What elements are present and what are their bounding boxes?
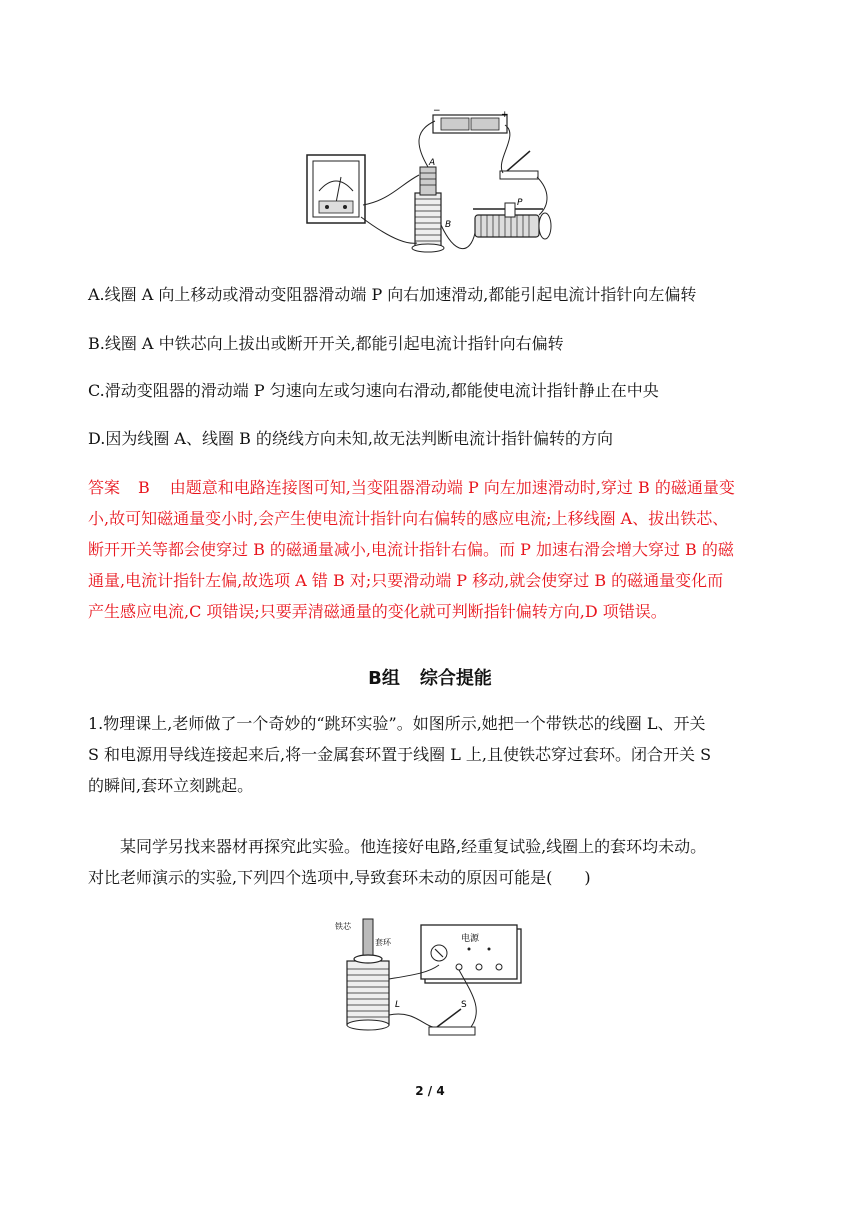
label-l: L: [395, 1000, 401, 1010]
label-ring: 套环: [375, 938, 391, 947]
circuit-figure-1: [305, 105, 555, 255]
question-1-paragraph-2: 某同学另找来器材再探究此实验。他连接好电路,经重复试验,线圈上的套环均未动。 对比老师演示的实验,下列四个选项中,导致套环未动的原因可能是( ): [88, 837, 707, 887]
page-number: 2 / 4: [415, 1084, 445, 1098]
switch-s: [429, 1009, 475, 1035]
label-core: 铁芯: [335, 922, 351, 931]
rheostat: [473, 203, 551, 239]
answer-label: 答案: [88, 478, 121, 497]
label-s: S: [461, 1000, 467, 1010]
label-b: B: [445, 220, 452, 230]
option-d: D.因为线圈 A、线圈 B 的绕线方向未知,故无法判断电流计指针偏转的方向: [88, 429, 614, 448]
label-plus: +: [501, 110, 509, 120]
galvanometer: [307, 155, 365, 223]
section-group: B组: [368, 668, 400, 689]
answer-line-5: 产生感应电流,C 项错误;只要弄清磁通量的变化就可判断指针偏转方向,D 项错误。: [88, 602, 667, 621]
section-title: 综合提能: [419, 668, 492, 689]
label-p: P: [517, 198, 523, 208]
label-a: A: [429, 158, 436, 168]
section-heading: [0, 664, 860, 690]
battery: [433, 115, 507, 133]
coil-l: [347, 919, 389, 1030]
coil-a-and-b: [412, 167, 444, 252]
jumping-ring-figure: [333, 915, 533, 1045]
answer-line-4: 通量,电流计指针左偏,故选项 A 错 B 对;只要滑动端 P 移动,就会使穿过 B 的磁通量变化而: [88, 571, 724, 590]
question-1-stem: 1.物理课上,老师做了一个奇妙的“跳环实验”。如图所示,她把一个带铁芯的线圈 L、开关 S 和电源用导线连接起来后,将一金属套环置于线圈 L 上,且使铁芯穿过套环。闭合开关 S 的瞬间,套环立刻跳起。: [88, 714, 712, 795]
answer-line-1: 答案 B 由题意和电路连接图可知,当变阻器滑动端 P 向左加速滑动时,穿过 B 的磁通量变: [88, 478, 735, 497]
answer-choice: B: [138, 478, 150, 497]
option-c: C.滑动变阻器的滑动端 P 匀速向左或匀速向右滑动,都能使电流计指针静止在中央: [88, 381, 659, 400]
answer-line-2: 小,故可知磁通量变小时,会产生使电流计指针向右偏转的感应电流;上移线圈 A、拔出铁芯、: [88, 509, 729, 528]
label-power: 电源: [461, 934, 480, 944]
label-minus: −: [433, 106, 441, 116]
switch: [500, 151, 538, 179]
answer-line-3: 断开开关等都会使穿过 B 的磁通量减小,电流计指针右偏。而 P 加速右滑会增大穿过 B 的磁: [88, 540, 734, 559]
answer-explanation: [88, 472, 778, 627]
option-b: B.线圈 A 中铁芯向上拔出或断开开关,都能引起电流计指针向右偏转: [88, 334, 564, 353]
option-a: A.线圈 A 向上移动或滑动变阻器滑动端 P 向右加速滑动,都能引起电流计指针向左偏转: [88, 285, 697, 304]
